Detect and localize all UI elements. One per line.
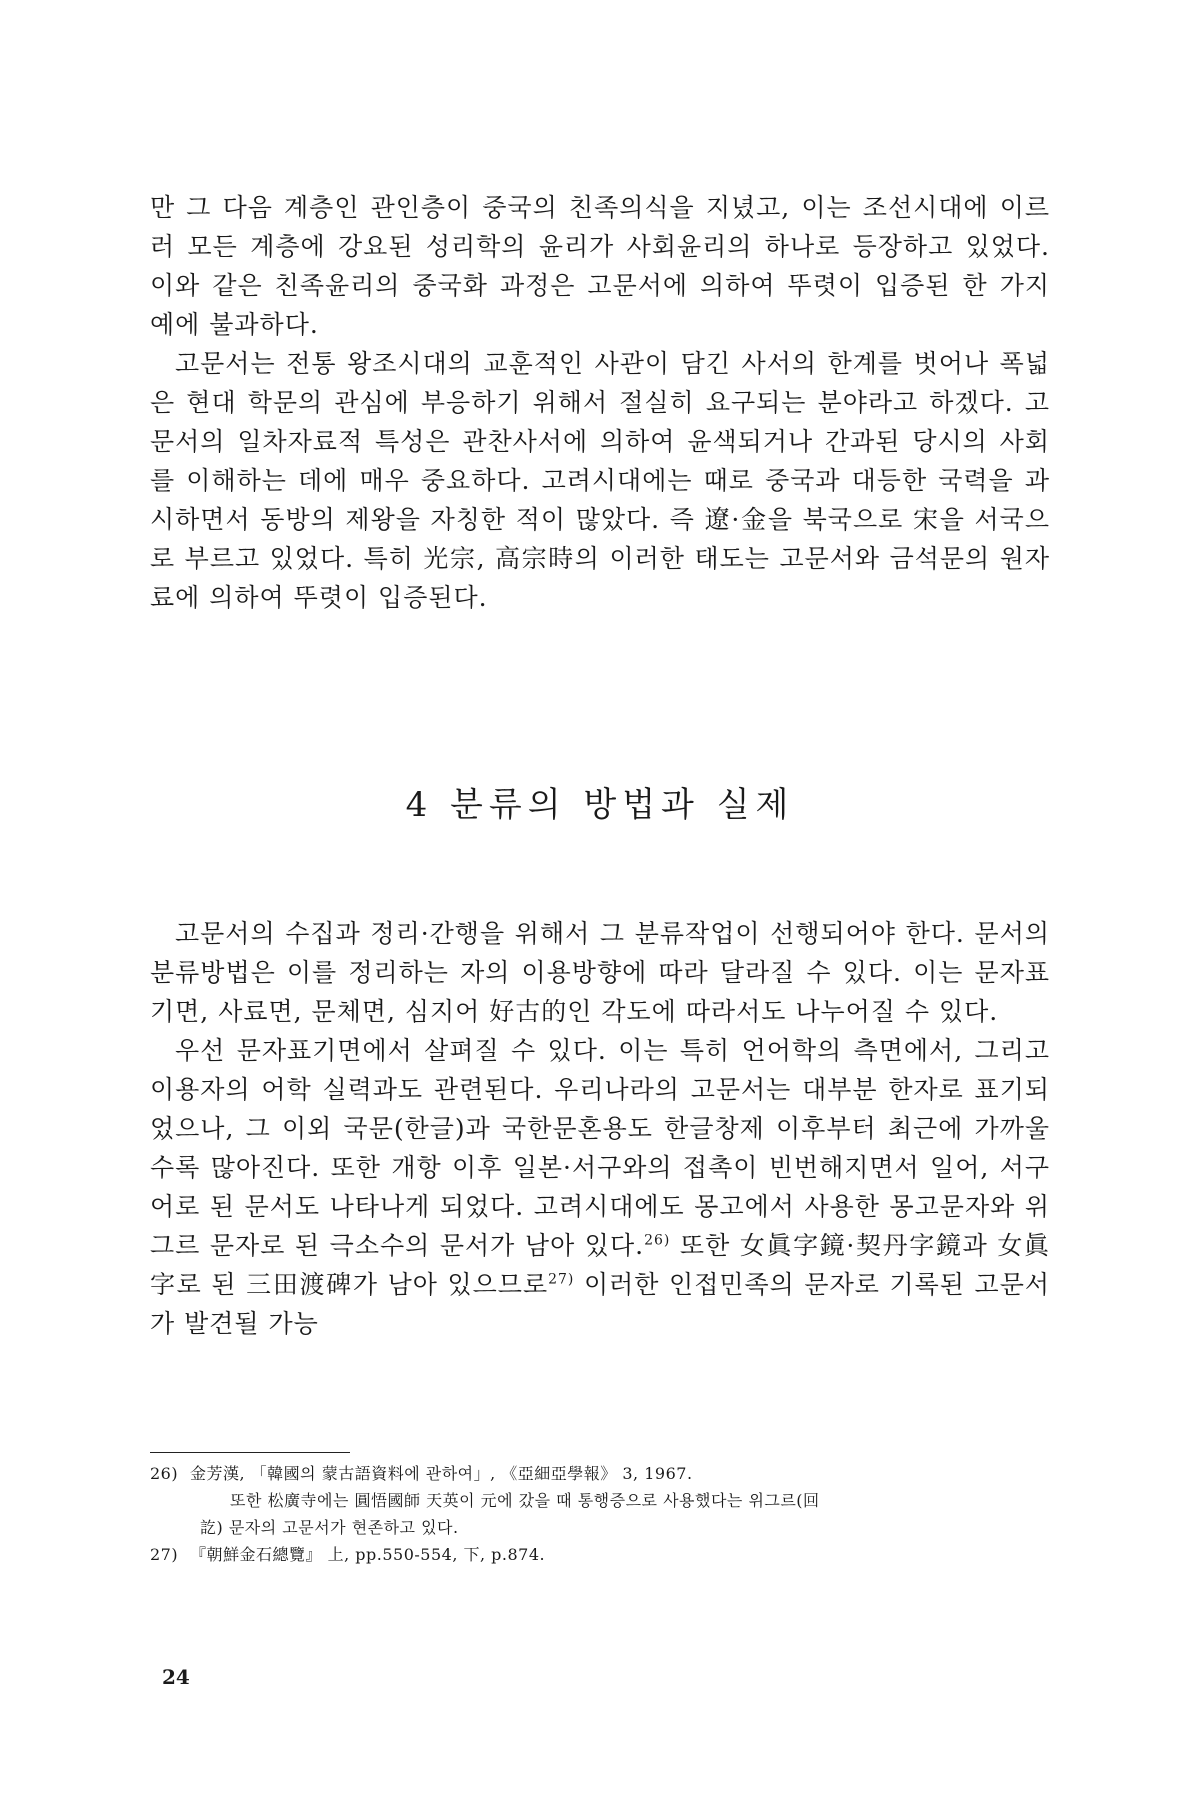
footnote-ref-26[interactable]: 26) — [644, 1232, 671, 1249]
intro-paragraph-1: 만 그 다음 계층인 관인층이 중국의 친족의식을 지녔고, 이는 조선시대에 이르러 모든 계층에 강요된 성리학의 윤리가 사회윤리의 하나로 등장하고 있었다. 이와 같은 친족윤리의 중국화 과정은 고문서에 의하여 뚜렷이 입증된 한 가지 예에 불과하다. — [150, 193, 1050, 339]
page-number: 24 — [162, 1665, 190, 1689]
footnote-26-continuation-2: 訖) 문자의 고문서가 현존하고 있다. — [200, 1518, 459, 1537]
section-paragraph-2-part-b: 또한 女眞字鏡·契丹字鏡과 女眞字로 된 三田渡碑가 남아 있으므로 — [150, 1231, 1050, 1299]
footnote-26-number: 26) — [150, 1464, 179, 1483]
footnote-26-text: 金芳漢, 「韓國의 蒙古語資料에 관하여」, 《亞細亞學報》 3, 1967. — [190, 1464, 693, 1483]
intro-paragraph-2: 고문서는 전통 왕조시대의 교훈적인 사관이 담긴 사서의 한계를 벗어나 폭넓은 현대 학문의 관심에 부응하기 위해서 절실히 요구되는 분야라고 하겠다. 고문서의 일차자료적 특성은 관찬사서에 의하여 윤색되거나 간과된 당시의 사회를 이해하는 데에 매우 중요하다. 고려시대에는 때로 중국과 대등한 국력을 과시하면서 동방의 제왕을 자칭한 적이 많았다. 즉 遼·金을 북국으로 宋을 서국으로 부르고 있었다. 특히 光宗, 高宗時의 이러한 태도는 고문서와 금석문의 원자료에 의하여 뚜렷이 입증된다. — [150, 349, 1050, 612]
footnote-divider — [150, 1452, 350, 1453]
section-paragraph-1: 고문서의 수집과 정리·간행을 위해서 그 분류작업이 선행되어야 한다. 문서의 분류방법은 이를 정리하는 자의 이용방향에 따라 달라질 수 있다. 이는 문자표기면, 사료면, 문체면, 심지어 好古的인 각도에 따라서도 나누어질 수 있다. — [150, 919, 1050, 1026]
section-title: 4 분류의 방법과 실제 — [405, 785, 795, 825]
intro-text-block — [150, 188, 1050, 617]
section-paragraph-2 — [150, 1031, 1050, 1343]
section-paragraph-2-part-c: 이러한 인접민족의 문자로 기록된 고문서가 발견될 가능 — [150, 1270, 1050, 1338]
footnote-27-text: 『朝鮮金石總覽』 上, pp.550-554, 下, p.874. — [190, 1545, 546, 1564]
section-text-block — [150, 914, 1050, 1343]
footnote-27-number: 27) — [150, 1545, 179, 1564]
footnote-ref-27[interactable]: 27) — [548, 1271, 575, 1288]
section-paragraph-2-part-a: 우선 문자표기면에서 살펴질 수 있다. 이는 특히 언어학의 측면에서, 그리고 이용자의 어학 실력과도 관련된다. 우리나라의 고문서는 대부분 한자로 표기되었으나, 그 이외 국문(한글)과 국한문혼용도 한글창제 이후부터 최근에 가까울수록 많아진다. 또한 개항 이후 일본·서구와의 접촉이 빈번해지면서 일어, 서구어로 된 문서도 나타나게 되었다. 고려시대에도 몽고에서 사용한 몽고문자와 위그르 문자로 된 극소수의 문서가 남아 있다. — [150, 1036, 1050, 1260]
footnote-27 — [150, 1541, 1050, 1568]
footnote-26-continuation-1: 또한 松廣寺에는 圓悟國師 天英이 元에 갔을 때 통행증으로 사용했다는 위그르(回 — [230, 1491, 820, 1510]
footnote-26 — [150, 1460, 1050, 1487]
footnotes — [150, 1460, 1050, 1568]
